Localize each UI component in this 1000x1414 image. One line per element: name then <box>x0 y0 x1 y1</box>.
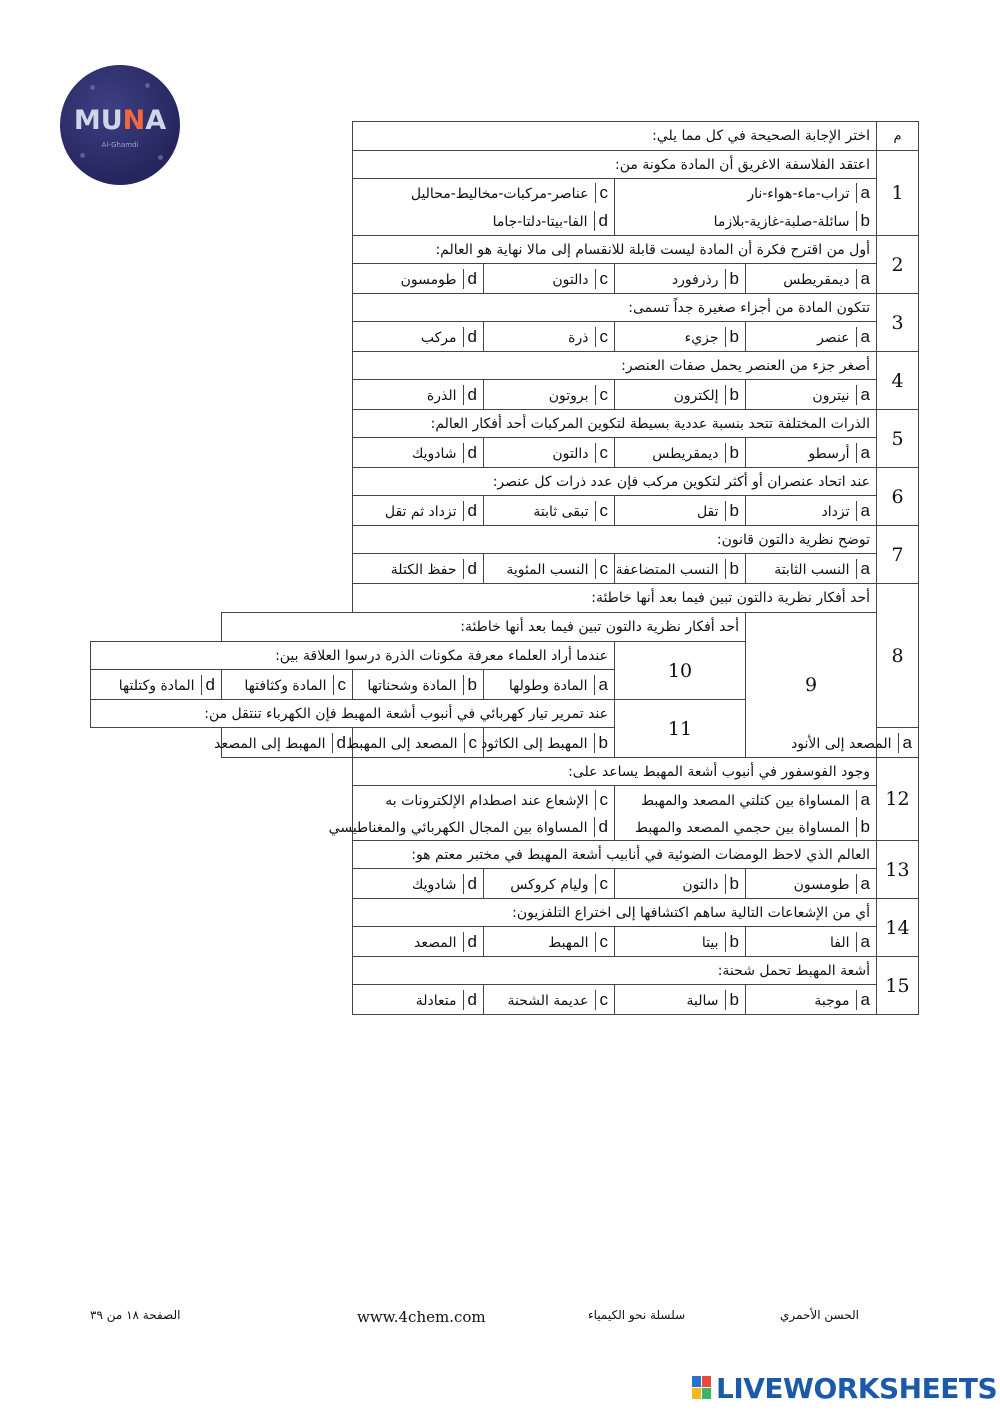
option-letter: c <box>595 183 609 203</box>
option-c[interactable] <box>484 927 615 957</box>
option-text: الفا <box>830 934 850 951</box>
option-d[interactable] <box>353 322 484 352</box>
question-stem: أحد أفكار نظرية دالتون تبين فيما بعد أنها خاطئة: <box>222 613 746 642</box>
option-text: تزداد <box>821 503 850 520</box>
option-a[interactable] <box>746 927 877 957</box>
option-d[interactable] <box>214 728 353 758</box>
option-text: المهبط إلى الكاثود <box>481 735 588 752</box>
option-letter: a <box>856 183 870 203</box>
option-d[interactable] <box>353 207 615 236</box>
option-text: أرسطو <box>808 445 850 462</box>
option-letter: b <box>725 443 739 463</box>
question-row <box>91 613 919 642</box>
question-stem: عند تمرير تيار كهربائي في أنبوب أشعة المهبط فإن الكهرباء تنتقل من: <box>91 700 615 728</box>
option-b[interactable] <box>615 438 746 468</box>
question-row <box>91 758 919 786</box>
question-row <box>91 957 919 985</box>
option-letter: a <box>898 733 912 753</box>
option-letter: d <box>463 443 477 463</box>
option-text: طومسون <box>400 271 457 288</box>
option-b[interactable] <box>615 813 877 841</box>
option-letter: c <box>595 990 609 1010</box>
question-number: 13 <box>877 841 919 899</box>
question-row <box>91 294 919 322</box>
website: www.4chem.com <box>357 1308 486 1326</box>
question-stem: عند اتحاد عنصران أو أكثر لتكوين مركب فإن عدد ذرات كل عنصر: <box>353 468 877 496</box>
option-text: شادويك <box>411 445 457 462</box>
option-c[interactable] <box>484 554 615 584</box>
question-stem: أي من الإشعاعات التالية ساهم اكتشافها إلى اختراع التلفزيون: <box>353 899 877 927</box>
option-text: وليام كروكس <box>510 876 589 893</box>
option-letter: a <box>856 990 870 1010</box>
option-a[interactable] <box>746 322 877 352</box>
option-a[interactable] <box>746 496 877 526</box>
option-text: سائلة-صلبة-غازية-بلازما <box>713 214 850 230</box>
option-letter: b <box>725 501 739 521</box>
option-text: الذرة <box>426 387 457 404</box>
option-b[interactable] <box>615 985 746 1015</box>
option-b[interactable] <box>615 927 746 957</box>
option-d[interactable] <box>353 496 484 526</box>
option-text: رذرفورد <box>671 271 719 288</box>
option-d[interactable] <box>353 380 484 410</box>
option-letter: a <box>594 675 608 695</box>
option-text: الإشعاع عند اصطدام الإلكترونات به <box>385 792 589 809</box>
watermark: LIVEWORKSHEETS <box>716 1372 998 1405</box>
option-letter: a <box>856 790 870 810</box>
option-text: متعادلة <box>415 992 457 1009</box>
question-row <box>91 236 919 264</box>
option-c[interactable] <box>484 322 615 352</box>
option-b[interactable] <box>615 380 746 410</box>
option-letter: b <box>463 675 477 695</box>
question-stem: تتكون المادة من أجزاء صغيرة جداً تسمى: <box>353 294 877 322</box>
option-d[interactable] <box>353 869 484 899</box>
option-letter: d <box>463 501 477 521</box>
question-number: 14 <box>877 899 919 957</box>
options-row <box>91 438 919 468</box>
option-text: المصعد إلى المهبط <box>346 735 458 752</box>
question-number: 8 <box>877 584 919 728</box>
option-text: إلكترون <box>673 387 719 404</box>
option-letter: d <box>463 874 477 894</box>
question-stem: العالم الذي لاحظ الومضات الضوئية في أنابيب أشعة المهبط في مختبر معتم هو: <box>353 841 877 869</box>
option-text: المادة وطولها <box>508 677 588 694</box>
option-text: تزداد ثم تقل <box>384 503 457 520</box>
option-letter: b <box>856 211 870 231</box>
question-row <box>91 584 919 613</box>
option-text: المساواة بين كتلتي المصعد والمهبط <box>641 792 850 809</box>
question-number: 6 <box>877 468 919 526</box>
option-letter: d <box>463 932 477 952</box>
question-stem: عندما أراد العلماء معرفة مكونات الذرة درسوا العلاقة بين: <box>91 642 615 670</box>
option-b[interactable] <box>615 322 746 352</box>
option-letter: a <box>856 501 870 521</box>
question-number: 9 <box>746 613 877 758</box>
option-b[interactable] <box>615 207 877 236</box>
option-d[interactable] <box>353 554 484 584</box>
option-text: النسب المئوية <box>506 561 589 578</box>
option-letter: b <box>856 817 870 837</box>
option-text: ديمقريطس <box>652 445 719 462</box>
question-row <box>91 526 919 554</box>
option-letter: c <box>595 932 609 952</box>
option-letter: c <box>595 443 609 463</box>
option-a[interactable] <box>615 786 877 814</box>
question-number: 10 <box>615 642 746 700</box>
option-text: المادة وشحناتها <box>367 677 457 694</box>
author-name: الحسن الأحمري <box>780 1308 859 1322</box>
option-b[interactable] <box>615 264 746 294</box>
option-a[interactable] <box>746 869 877 899</box>
option-letter: b <box>725 932 739 952</box>
option-text: سالبة <box>686 992 719 1009</box>
option-letter: d <box>463 990 477 1010</box>
question-stem: أول من اقترح فكرة أن المادة ليست قابلة للانقسام إلى مالا نهاية هو العالم: <box>353 236 877 264</box>
option-text: المصعد إلى الأنود <box>791 735 892 752</box>
page-number: الصفحة ١٨ من ٣٩ <box>90 1308 181 1322</box>
option-text: تراب-ماء-هواء-نار <box>747 186 850 202</box>
option-letter: c <box>595 385 609 405</box>
option-text: المساواة بين المجال الكهربائي والمغناطيسي <box>328 819 588 836</box>
question-number: 12 <box>877 758 919 841</box>
option-c[interactable] <box>484 438 615 468</box>
option-d[interactable] <box>353 985 484 1015</box>
question-stem: وجود الفوسفور في أنبوب أشعة المهبط يساعد على: <box>353 758 877 786</box>
option-d[interactable] <box>353 927 484 957</box>
option-b[interactable] <box>615 869 746 899</box>
option-letter: d <box>463 327 477 347</box>
question-stem: الذرات المختلفة تتحد بنسبة عددية بسيطة لتكوين المركبات أحد أفكار العالم: <box>353 410 877 438</box>
question-row <box>91 352 919 380</box>
option-text: نيترون <box>812 387 850 404</box>
options-row <box>91 813 919 841</box>
option-letter: b <box>725 385 739 405</box>
option-letter: a <box>856 269 870 289</box>
option-d[interactable] <box>91 670 222 700</box>
option-b[interactable] <box>615 496 746 526</box>
option-text: النسب المتضاعفة <box>615 561 719 578</box>
option-d[interactable] <box>328 813 615 841</box>
option-text: حفظ الكتلة <box>390 561 457 578</box>
option-letter: c <box>595 874 609 894</box>
question-stem: أشعة المهبط تحمل شحنة: <box>353 957 877 985</box>
option-letter: b <box>594 733 608 753</box>
option-text: عنصر <box>817 329 850 346</box>
options-row <box>91 985 919 1015</box>
options-row <box>91 869 919 899</box>
option-d[interactable] <box>353 264 484 294</box>
options-row <box>91 786 919 814</box>
option-a[interactable] <box>746 380 877 410</box>
question-number: 7 <box>877 526 919 584</box>
option-letter: a <box>856 932 870 952</box>
option-a[interactable] <box>746 438 877 468</box>
question-row <box>91 410 919 438</box>
option-letter: d <box>201 675 215 695</box>
liveworksheets-icon <box>692 1376 712 1400</box>
option-letter: c <box>333 675 347 695</box>
option-letter: a <box>856 559 870 579</box>
question-number: 1 <box>877 151 919 236</box>
option-b[interactable] <box>615 554 746 584</box>
option-text: ذرة <box>568 329 589 346</box>
options-row <box>91 380 919 410</box>
option-a[interactable] <box>746 985 877 1015</box>
header-row <box>91 122 919 151</box>
question-stem: اعتقد الفلاسفة الاغريق أن المادة مكونة من: <box>353 151 877 179</box>
question-number: 15 <box>877 957 919 1015</box>
header-number: م <box>877 122 919 151</box>
option-letter: c <box>595 559 609 579</box>
option-text: المهبط <box>548 934 589 951</box>
option-letter: d <box>594 817 608 837</box>
option-text: عديمة الشحنة <box>507 992 589 1009</box>
options-row <box>91 496 919 526</box>
option-letter: c <box>464 733 478 753</box>
option-d[interactable] <box>353 438 484 468</box>
option-letter: a <box>856 327 870 347</box>
option-text: شادويك <box>411 876 457 893</box>
option-text: تبقى ثابتة <box>533 503 589 520</box>
question-row <box>91 841 919 869</box>
question-number: 3 <box>877 294 919 352</box>
option-letter: d <box>332 733 346 753</box>
option-text: بروتون <box>548 387 589 404</box>
option-letter: a <box>856 443 870 463</box>
question-number: 5 <box>877 410 919 468</box>
option-text: بيتا <box>701 934 719 951</box>
option-a[interactable] <box>791 728 919 758</box>
option-text: موجبة <box>814 992 850 1009</box>
option-a[interactable] <box>746 264 877 294</box>
option-text: النسب الثابتة <box>774 561 850 578</box>
option-c[interactable] <box>346 728 484 758</box>
options-row <box>91 927 919 957</box>
options-row <box>91 554 919 584</box>
option-letter: b <box>725 990 739 1010</box>
option-c[interactable] <box>222 670 353 700</box>
option-text: دالتون <box>552 271 589 288</box>
option-text: تقل <box>696 503 719 520</box>
option-text: المصعد <box>414 934 457 951</box>
questions-table <box>90 121 919 1015</box>
option-letter: b <box>725 559 739 579</box>
option-letter: b <box>725 874 739 894</box>
option-text: طومسون <box>793 876 850 893</box>
option-text: المساواة بين حجمي المصعد والمهبط <box>635 819 850 836</box>
option-letter: b <box>725 327 739 347</box>
muna-logo: MUNA Al-Ghamdi <box>60 65 180 185</box>
options-row <box>91 322 919 352</box>
instructions: اختر الإجابة الصحيحة في كل مما يلي: <box>353 122 877 151</box>
option-letter: b <box>725 269 739 289</box>
option-a[interactable] <box>615 179 877 208</box>
option-c[interactable] <box>484 496 615 526</box>
option-letter: d <box>463 559 477 579</box>
option-letter: d <box>463 269 477 289</box>
option-text: الفا-بيتا-دلتا-جاما <box>492 214 588 230</box>
options-row <box>91 179 919 208</box>
options-row <box>91 264 919 294</box>
option-c[interactable] <box>484 380 615 410</box>
question-stem: أصغر جزء من العنصر يحمل صفات العنصر: <box>353 352 877 380</box>
question-row <box>91 468 919 496</box>
option-text: المادة وكتلتها <box>118 677 195 694</box>
question-row <box>91 151 919 179</box>
question-number: 2 <box>877 236 919 294</box>
option-text: المهبط إلى المصعد <box>214 735 326 752</box>
option-a[interactable] <box>746 554 877 584</box>
options-row <box>91 207 919 236</box>
option-text: المادة وكثافتها <box>244 677 327 694</box>
option-letter: d <box>594 211 608 231</box>
option-c[interactable] <box>484 985 615 1015</box>
option-letter: c <box>595 501 609 521</box>
question-number: 11 <box>615 700 746 758</box>
option-letter: c <box>595 327 609 347</box>
question-number: 4 <box>877 352 919 410</box>
option-text: عناصر-مركبات-مخاليط-محاليل <box>410 186 589 202</box>
question-stem: أحد أفكار نظرية دالتون تبين فيما بعد أنها خاطئة: <box>353 584 877 613</box>
option-text: ديمقريطس <box>783 271 850 288</box>
option-letter: c <box>595 269 609 289</box>
option-a[interactable] <box>484 670 615 700</box>
option-text: دالتون <box>682 876 719 893</box>
question-stem: توضح نظرية دالتون قانون: <box>353 526 877 554</box>
option-b[interactable] <box>481 728 615 758</box>
series-title: سلسلة نحو الكيمياء <box>588 1308 686 1322</box>
option-c[interactable] <box>484 264 615 294</box>
option-letter: a <box>856 385 870 405</box>
option-text: دالتون <box>552 445 589 462</box>
option-c[interactable] <box>353 179 615 208</box>
option-letter: d <box>463 385 477 405</box>
option-letter: a <box>856 874 870 894</box>
option-c[interactable] <box>353 786 615 814</box>
option-letter: c <box>595 790 609 810</box>
option-c[interactable] <box>484 869 615 899</box>
option-b[interactable] <box>353 670 484 700</box>
question-row <box>91 899 919 927</box>
option-text: مركب <box>420 329 457 346</box>
option-text: جزيء <box>684 329 719 346</box>
